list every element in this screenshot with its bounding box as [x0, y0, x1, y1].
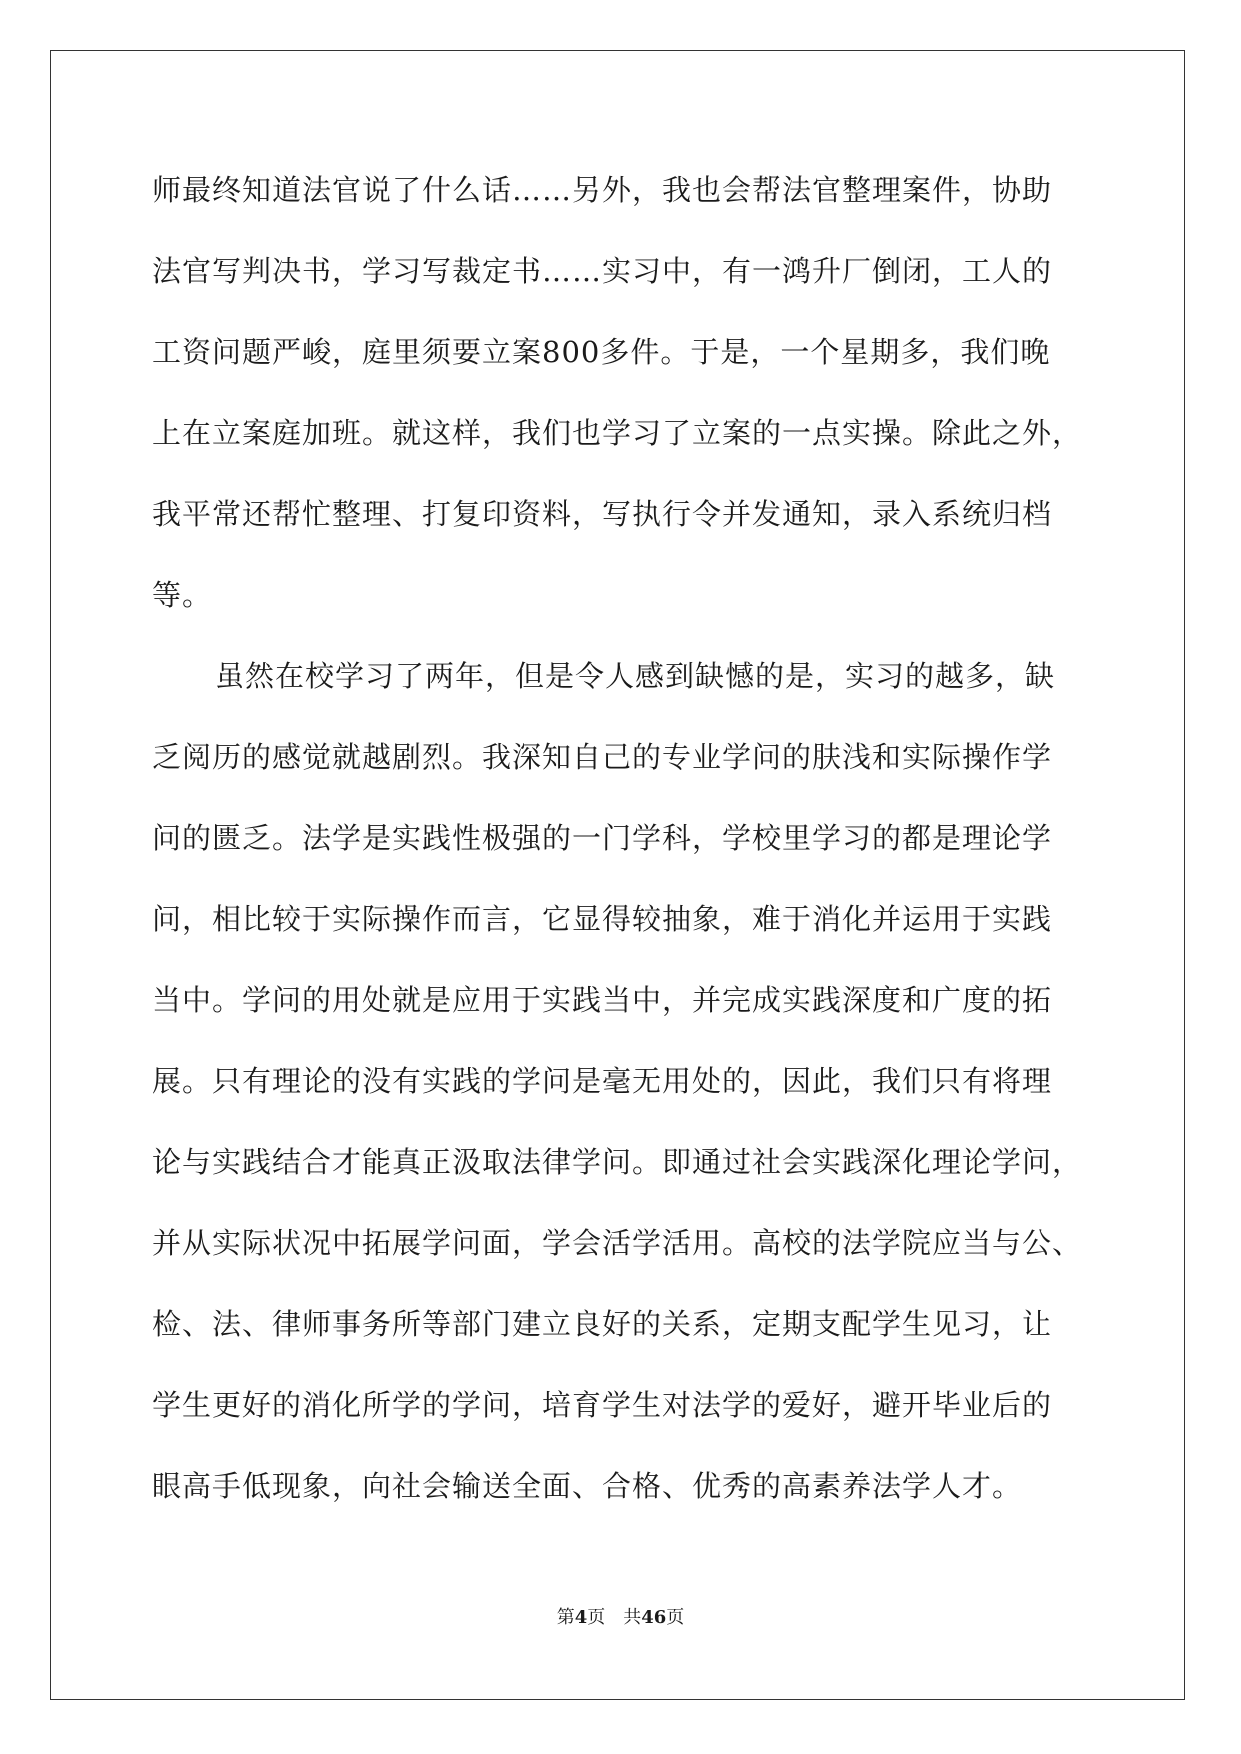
text-line: 眼高手低现象，向社会输送全面、合格、优秀的高素养法学人才。	[152, 1469, 1023, 1503]
text-line: 展。只有理论的没有实践的学问是毫无用处的，因此，我们只有将理	[152, 1064, 1053, 1098]
total-suffix: 页	[666, 1607, 685, 1628]
text-line: 我平常还帮忙整理、打复印资料，写执行令并发通知，录入系统归档	[152, 497, 1053, 531]
page-footer	[0, 1603, 1241, 1629]
document-body	[152, 160, 1112, 1537]
total-pages: 46	[641, 1607, 667, 1628]
text-line: 问，相比较于实际操作而言，它显得较抽象，难于消化并运用于实践	[152, 902, 1053, 936]
paragraph-1	[152, 160, 1112, 646]
text-line: 虽然在校学习了两年，但是令人感到缺憾的是，实习的越多，缺	[215, 659, 1056, 693]
text-line: 工资问题严峻，庭里须要立案800多件。于是，一个星期多，我们晚	[152, 335, 1051, 369]
text-line: 问的匮乏。法学是实践性极强的一门学科，学校里学习的都是理论学	[152, 821, 1053, 855]
text-line: 并从实际状况中拓展学问面，学会活学活用。高校的法学院应当与公、	[152, 1226, 1083, 1260]
page-suffix: 页	[587, 1607, 606, 1628]
text-line: 学生更好的消化所学的学问，培育学生对法学的爱好，避开毕业后的	[152, 1388, 1053, 1422]
text-line: 师最终知道法官说了什么话……另外，我也会帮法官整理案件，协助	[152, 173, 1053, 207]
page-number: 4	[574, 1607, 588, 1628]
text-line: 检、法、律师事务所等部门建立良好的关系，定期支配学生见习，让	[152, 1307, 1053, 1341]
text-line: 法官写判决书，学习写裁定书……实习中，有一鸿升厂倒闭，工人的	[152, 254, 1053, 288]
text-line: 论与实践结合才能真正汲取法律学问。即通过社会实践深化理论学问，	[152, 1145, 1083, 1179]
page-prefix: 第	[556, 1607, 575, 1628]
text-line: 等。	[152, 578, 213, 612]
text-line: 上在立案庭加班。就这样，我们也学习了立案的一点实操。除此之外，	[152, 416, 1083, 450]
paragraph-2	[152, 646, 1112, 1537]
text-line: 乏阅历的感觉就越剧烈。我深知自己的专业学问的肤浅和实际操作学	[152, 740, 1053, 774]
total-prefix: 共	[623, 1607, 642, 1628]
text-line: 当中。学问的用处就是应用于实践当中，并完成实践深度和广度的拓	[152, 983, 1053, 1017]
